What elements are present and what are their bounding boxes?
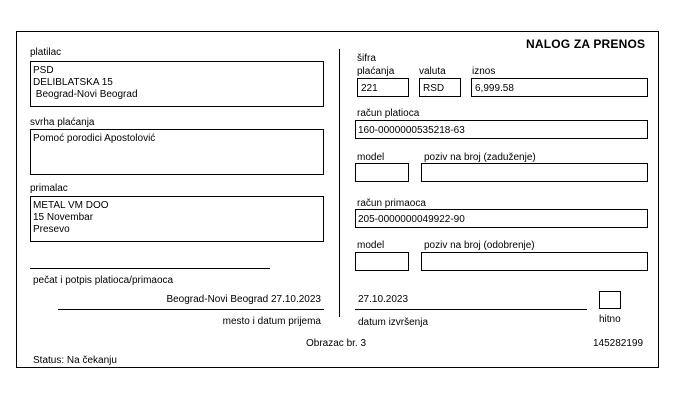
recipient-account-field[interactable] bbox=[355, 209, 648, 228]
form-number: Obrazac br. 3 bbox=[306, 338, 367, 349]
debit-model-label: model bbox=[357, 152, 385, 163]
status-text: Status: Na čekanju bbox=[33, 355, 117, 366]
debit-reference-field[interactable] bbox=[421, 163, 648, 182]
payer-account-value: 160-0000000535218-63 bbox=[358, 125, 465, 136]
payer-account-label: račun platioca bbox=[357, 108, 420, 119]
payment-purpose-label: svrha plaćanja bbox=[30, 117, 95, 128]
form-divider bbox=[339, 49, 340, 317]
form-title: NALOG ZA PRENOS bbox=[526, 37, 646, 51]
execution-date-line bbox=[355, 309, 587, 310]
credit-reference-field[interactable] bbox=[421, 252, 648, 271]
payment-code-label-line-2: plaćanja bbox=[357, 66, 395, 77]
urgent-checkbox[interactable] bbox=[599, 291, 621, 309]
payment-purpose-field[interactable] bbox=[30, 129, 324, 175]
payment-code-value: 221 bbox=[361, 83, 378, 94]
recipient-account-value: 205-0000000049922-90 bbox=[358, 214, 465, 225]
payment-code-field[interactable] bbox=[357, 78, 409, 97]
payer-label: platilac bbox=[30, 47, 62, 58]
recipient-account-label: račun primaoca bbox=[357, 198, 426, 209]
urgent-label: hitno bbox=[599, 314, 621, 325]
place-date-label: mesto i datum prijema bbox=[222, 316, 321, 327]
recipient-label: primalac bbox=[30, 183, 68, 194]
payer-field[interactable] bbox=[30, 61, 324, 107]
payer-line-1: PSD bbox=[33, 65, 54, 76]
signature-label: pečat i potpis platioca/primaoca bbox=[33, 275, 174, 286]
amount-value: 6,999.58 bbox=[475, 83, 514, 94]
reference-number: 145282199 bbox=[593, 338, 644, 349]
payer-account-field[interactable] bbox=[355, 120, 648, 139]
credit-reference-label: poziv na broj (odobrenje) bbox=[424, 240, 535, 251]
recipient-line-2: 15 Novembar bbox=[33, 212, 94, 223]
debit-reference-label: poziv na broj (zaduženje) bbox=[424, 152, 536, 163]
amount-field[interactable] bbox=[471, 78, 648, 97]
place-date-value: Beograd-Novi Beograd 27.10.2023 bbox=[166, 294, 321, 305]
recipient-line-1: METAL VM DOO bbox=[33, 200, 109, 211]
place-date-line bbox=[58, 309, 324, 310]
payer-line-3: Beograd-Novi Beograd bbox=[33, 89, 138, 100]
credit-model-label: model bbox=[357, 240, 385, 251]
payment-purpose-value: Pomoć porodici Apostolović bbox=[33, 133, 156, 144]
debit-model-field[interactable] bbox=[355, 163, 409, 182]
amount-label: iznos bbox=[472, 66, 496, 77]
currency-label: valuta bbox=[419, 66, 446, 77]
recipient-line-3: Presevo bbox=[33, 224, 70, 235]
signature-line bbox=[30, 268, 270, 269]
currency-field[interactable] bbox=[419, 78, 461, 97]
payer-line-2: DELIBLATSKA 15 bbox=[33, 77, 113, 88]
credit-model-field[interactable] bbox=[355, 252, 409, 271]
recipient-field[interactable] bbox=[30, 196, 324, 242]
execution-date-value: 27.10.2023 bbox=[358, 294, 409, 305]
payment-code-label bbox=[357, 52, 394, 78]
execution-date-label: datum izvršenja bbox=[358, 317, 429, 328]
payment-code-label-line-1: šifra bbox=[357, 53, 376, 64]
currency-value: RSD bbox=[423, 83, 445, 94]
